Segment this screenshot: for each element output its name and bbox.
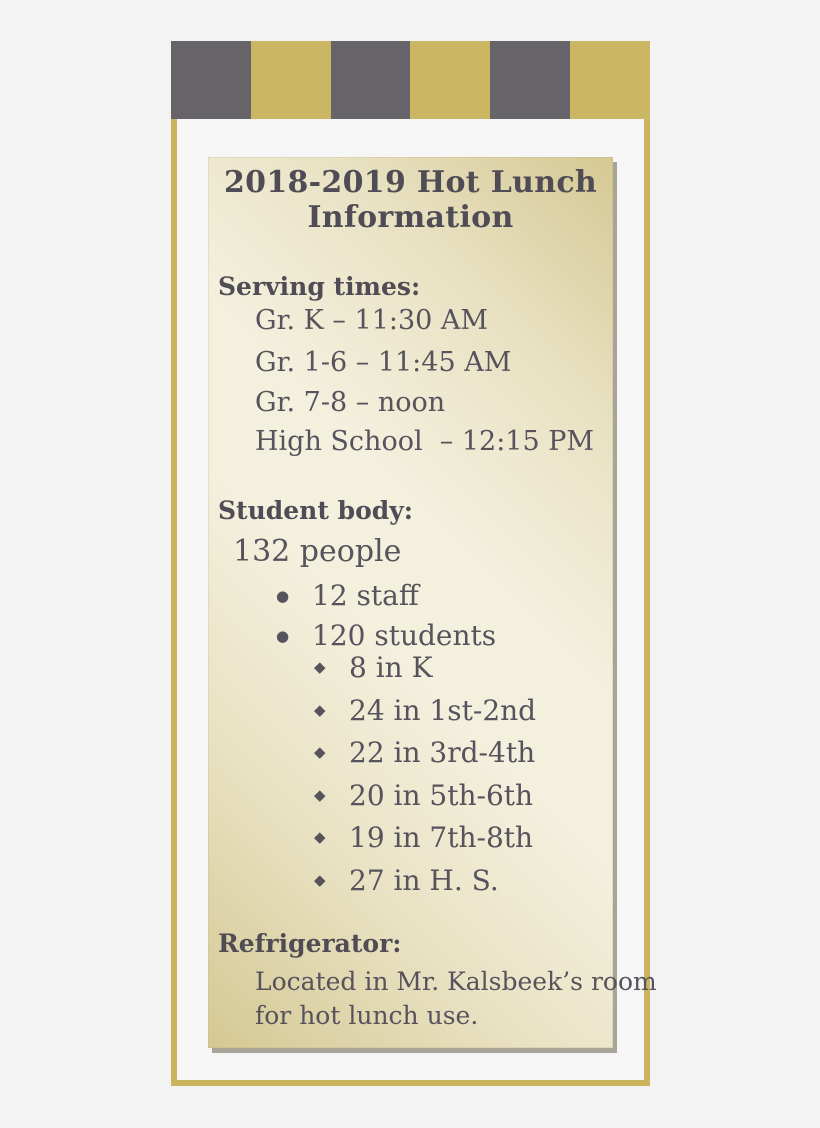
list-item	[276, 577, 419, 615]
breakdown-item	[314, 693, 537, 729]
banner-stripe-gray	[490, 41, 570, 119]
breakdown-item-label: 22 in 3rd-4th	[349, 736, 536, 769]
banner-stripe-gold	[410, 41, 490, 119]
diamond-bullet-icon: ◆	[314, 701, 326, 719]
page-title-line-2: Information	[307, 200, 514, 235]
breakdown-item-label: 20 in 5th-6th	[349, 779, 534, 812]
breakdown-item-label: 27 in H. S.	[349, 864, 499, 897]
serving-time-item: Gr. 1-6 – 11:45 AM	[255, 347, 512, 378]
diamond-bullet-icon: ◆	[314, 871, 326, 889]
serving-time-item: High School – 12:15 PM	[255, 426, 595, 457]
striped-banner	[171, 41, 650, 119]
breakdown-item	[314, 650, 433, 686]
total-people-line: 132 people	[233, 534, 402, 569]
list-item-label: 12 staff	[312, 579, 419, 612]
breakdown-item	[314, 735, 536, 771]
refrigerator-heading: Refrigerator:	[218, 929, 402, 958]
breakdown-item	[314, 820, 534, 856]
refrigerator-note-line: for hot lunch use.	[255, 1001, 479, 1030]
bullet-dot-icon: ●	[276, 627, 290, 645]
breakdown-item	[314, 863, 499, 899]
bullet-dot-icon: ●	[276, 587, 290, 605]
diamond-bullet-icon: ◆	[314, 658, 326, 676]
diamond-bullet-icon: ◆	[314, 828, 326, 846]
list-item-label: 120 students	[312, 619, 497, 652]
serving-time-item: Gr. K – 11:30 AM	[255, 305, 489, 336]
diamond-bullet-icon: ◆	[314, 786, 326, 804]
banner-stripe-gray	[171, 41, 251, 119]
serving-times-heading: Serving times:	[218, 272, 421, 301]
info-card	[208, 157, 657, 1048]
student-body-heading: Student body:	[218, 496, 413, 525]
serving-time-item: Gr. 7-8 – noon	[255, 387, 446, 418]
refrigerator-note-line: Located in Mr. Kalsbeek’s room	[255, 967, 657, 996]
banner-stripe-gold	[570, 41, 650, 119]
banner-stripe-gray	[331, 41, 411, 119]
page-title-line-1: 2018-2019 Hot Lunch	[223, 165, 598, 200]
breakdown-item-label: 24 in 1st-2nd	[349, 694, 537, 727]
breakdown-item	[314, 778, 534, 814]
diamond-bullet-icon: ◆	[314, 743, 326, 761]
page-title	[208, 165, 613, 235]
breakdown-item-label: 8 in K	[349, 651, 433, 684]
banner-stripe-gold	[251, 41, 331, 119]
breakdown-item-label: 19 in 7th-8th	[349, 821, 534, 854]
